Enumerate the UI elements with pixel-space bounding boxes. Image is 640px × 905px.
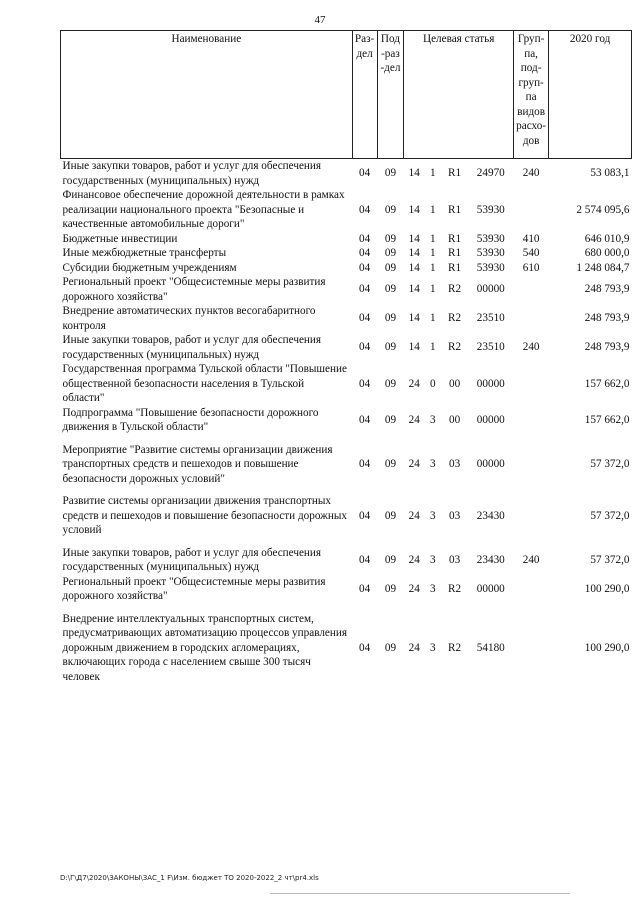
row-target-direction: 24970 (476, 167, 505, 180)
row-target-program: 14 (408, 341, 420, 354)
row-subsection: 09 (384, 641, 397, 654)
row-subsection: 09 (384, 413, 397, 426)
row-subsection: 09 (384, 203, 397, 216)
row-target-program: 24 (408, 458, 420, 470)
row-amount: 248 793,9 (584, 341, 630, 354)
row-target-program: 14 (408, 232, 420, 245)
row-section: 04 (359, 641, 371, 654)
row-name: Региональный проект "Общесистемные меры развития дорожного хозяйства" (62, 276, 326, 303)
table-row (61, 604, 632, 685)
row-expense-group (514, 604, 549, 685)
row-target-program: 14 (408, 283, 420, 296)
row-section: 04 (359, 413, 371, 426)
row-target-project: R1 (448, 247, 462, 259)
row-target-direction: 00000 (476, 413, 505, 426)
row-target-project: 03 (448, 509, 461, 522)
row-target-program: 24 (408, 413, 420, 426)
table-row (61, 406, 632, 435)
scan-artifact-line (270, 893, 570, 894)
row-section: 04 (359, 283, 371, 296)
row-name: Внедрение интеллектуальных транспортных систем, предусматривающих автоматизацию процессов управления дорожным движением в городских агломерациях, включающих города с населением свыше 300 тысяч человек (62, 612, 347, 683)
row-target-program: 14 (408, 312, 420, 325)
row-target-project: 00 (448, 377, 461, 390)
table-row (61, 261, 632, 276)
header-subsection: Под-раз-дел (377, 31, 404, 159)
page-number: 47 (314, 14, 326, 26)
row-target-project: R2 (448, 641, 462, 654)
table-row (61, 575, 632, 604)
row-target-subprogram: 1 (430, 283, 436, 296)
row-target-program: 14 (408, 247, 420, 259)
row-subsection: 09 (384, 341, 397, 354)
row-target-direction: 00000 (476, 582, 505, 595)
table-row (61, 538, 632, 575)
row-amount: 248 793,9 (584, 312, 630, 325)
row-target-program: 24 (408, 553, 420, 566)
row-target-subprogram: 3 (430, 413, 436, 426)
row-amount: 57 372,0 (590, 509, 630, 522)
row-target-direction: 23430 (476, 509, 505, 522)
row-subsection: 09 (384, 582, 397, 595)
row-name: Иные закупки товаров, работ и услуг для обеспечения государственных (муниципальных) нужд (62, 160, 322, 187)
row-amount: 57 372,0 (590, 553, 630, 566)
row-subsection: 09 (384, 167, 397, 180)
table-row (61, 188, 632, 232)
row-target-direction: 53930 (476, 203, 505, 216)
row-expense-group (514, 275, 549, 304)
row-target-program: 24 (408, 377, 420, 390)
row-section: 04 (359, 312, 371, 325)
table-row (61, 486, 632, 538)
table-row (61, 159, 632, 189)
row-target-program: 14 (408, 167, 420, 180)
row-target-subprogram: 3 (430, 509, 436, 522)
row-target-subprogram: 1 (430, 261, 436, 274)
row-subsection: 09 (384, 458, 397, 470)
row-target-program: 14 (408, 203, 420, 216)
row-subsection: 09 (384, 377, 397, 390)
row-target-direction: 00000 (476, 458, 505, 470)
row-target-program: 14 (408, 261, 420, 274)
row-amount: 57 372,0 (590, 458, 630, 470)
row-subsection: 09 (384, 283, 397, 296)
row-target-direction: 00000 (476, 283, 505, 296)
row-target-direction: 00000 (476, 377, 505, 390)
row-name: Развитие системы организации движения транспортных средств и пешеходов и повышение безопасности дорожных условий (62, 495, 347, 536)
row-expense-group: 240 (522, 341, 540, 354)
table-row (61, 362, 632, 406)
row-target-direction: 53930 (476, 232, 505, 245)
row-amount: 53 083,1 (590, 167, 630, 180)
table-row (61, 275, 632, 304)
row-amount: 646 010,9 (584, 232, 630, 245)
row-target-direction: 23510 (476, 341, 505, 354)
row-section: 04 (359, 341, 371, 354)
row-expense-group: 240 (522, 167, 540, 180)
table-row (61, 333, 632, 362)
header-target: Целевая статья (404, 31, 514, 159)
row-target-subprogram: 1 (430, 167, 436, 180)
row-target-subprogram: 3 (430, 641, 436, 654)
row-name: Финансовое обеспечение дорожной деятельности в рамках реализации национального проекта "Безопасные и качественные автомобильные дороги" (62, 189, 345, 230)
header-group: Груп-па, под-груп-па видов расхо-дов (514, 31, 549, 159)
row-target-project: R1 (448, 167, 462, 180)
row-section: 04 (359, 458, 371, 470)
row-target-subprogram: 1 (430, 247, 436, 259)
row-amount: 100 290,0 (584, 582, 630, 595)
row-section: 04 (359, 553, 371, 566)
row-name: Бюджетные инвестиции (62, 232, 178, 245)
row-amount: 2 574 095,6 (576, 203, 630, 216)
row-target-subprogram: 3 (430, 582, 436, 595)
row-expense-group (514, 435, 549, 487)
row-subsection: 09 (384, 232, 397, 245)
row-section: 04 (359, 261, 371, 274)
row-name: Иные закупки товаров, работ и услуг для обеспечения государственных (муниципальных) нужд (62, 334, 322, 361)
row-expense-group: 540 (522, 247, 540, 259)
row-expense-group: 240 (522, 553, 540, 566)
row-section: 04 (359, 232, 371, 245)
row-section: 04 (359, 582, 371, 595)
row-amount: 157 662,0 (584, 413, 630, 426)
row-name: Субсидии бюджетным учреждениям (62, 261, 237, 274)
row-target-project: R1 (448, 261, 462, 274)
row-target-project: R2 (448, 283, 462, 296)
row-target-direction: 23430 (476, 553, 505, 566)
row-amount: 157 662,0 (584, 377, 630, 390)
row-name: Мероприятие "Развитие системы организации движения транспортных средств и пешеходов и повышение безопасности дорожных условий" (62, 443, 333, 485)
header-year: 2020 год (549, 31, 632, 159)
row-target-project: R1 (448, 232, 462, 245)
budget-table (60, 30, 632, 684)
row-name: Подпрограмма "Повышение безопасности дорожного движения в Тульской области" (62, 406, 319, 433)
table-row (61, 246, 632, 261)
row-amount: 680 000,0 (584, 247, 630, 259)
row-expense-group (514, 406, 549, 435)
table-row (61, 304, 632, 333)
row-name: Государственная программа Тульской области "Повышение общественной безопасности населения в Тульской области" (62, 363, 347, 404)
row-name: Внедрение автоматических пунктов весогабаритного контроля (62, 305, 316, 332)
row-name: Иные закупки товаров, работ и услуг для обеспечения государственных (муниципальных) нужд (62, 546, 322, 573)
row-target-project: 03 (448, 458, 461, 470)
table-row (61, 232, 632, 247)
row-expense-group: 610 (522, 261, 540, 274)
row-target-subprogram: 1 (430, 232, 436, 245)
row-name: Региональный проект "Общесистемные меры развития дорожного хозяйства" (62, 575, 326, 602)
row-expense-group (514, 304, 549, 333)
row-target-subprogram: 1 (430, 312, 436, 325)
row-name: Иные межбюджетные трансферты (62, 247, 227, 259)
row-section: 04 (359, 247, 371, 259)
row-target-subprogram: 0 (430, 377, 436, 390)
row-target-subprogram: 3 (430, 458, 436, 470)
row-target-direction: 54180 (476, 641, 505, 654)
header-name: Наименование (61, 31, 353, 159)
row-subsection: 09 (384, 553, 397, 566)
table-row (61, 435, 632, 487)
table-header-row (61, 31, 632, 159)
row-subsection: 09 (384, 261, 397, 274)
row-expense-group (514, 362, 549, 406)
row-subsection: 09 (384, 509, 397, 522)
row-subsection: 09 (384, 247, 397, 259)
row-section: 04 (359, 167, 371, 180)
row-target-subprogram: 1 (430, 203, 436, 216)
row-amount: 100 290,0 (584, 641, 630, 654)
header-section: Раз-дел (352, 31, 377, 159)
row-target-direction: 23510 (476, 312, 505, 325)
row-target-project: 00 (448, 413, 461, 426)
row-expense-group (514, 575, 549, 604)
row-target-project: R2 (448, 341, 462, 354)
row-target-program: 24 (408, 582, 420, 595)
row-target-direction: 53930 (476, 247, 505, 259)
row-expense-group (514, 486, 549, 538)
row-subsection: 09 (384, 312, 397, 325)
row-expense-group: 410 (522, 232, 540, 245)
row-target-project: R2 (448, 582, 462, 595)
row-target-program: 24 (408, 641, 420, 654)
row-target-project: R2 (448, 312, 462, 325)
footer-file-path: D:\Г\Д7\2020\ЗАКОНЫ\ЗАС_1 F\Изм. бюджет ТО 2020-2022_2 чт\pr4.xls (60, 874, 319, 882)
row-target-program: 24 (408, 509, 420, 522)
row-expense-group (514, 188, 549, 232)
row-amount: 248 793,9 (584, 283, 630, 296)
row-amount: 1 248 084,7 (576, 261, 630, 274)
row-section: 04 (359, 203, 371, 216)
row-section: 04 (359, 377, 371, 390)
row-target-project: 03 (448, 553, 461, 566)
row-target-subprogram: 1 (430, 341, 436, 354)
row-target-project: R1 (448, 203, 462, 216)
row-target-direction: 53930 (476, 261, 505, 274)
row-section: 04 (359, 509, 371, 522)
row-target-subprogram: 3 (430, 553, 436, 566)
